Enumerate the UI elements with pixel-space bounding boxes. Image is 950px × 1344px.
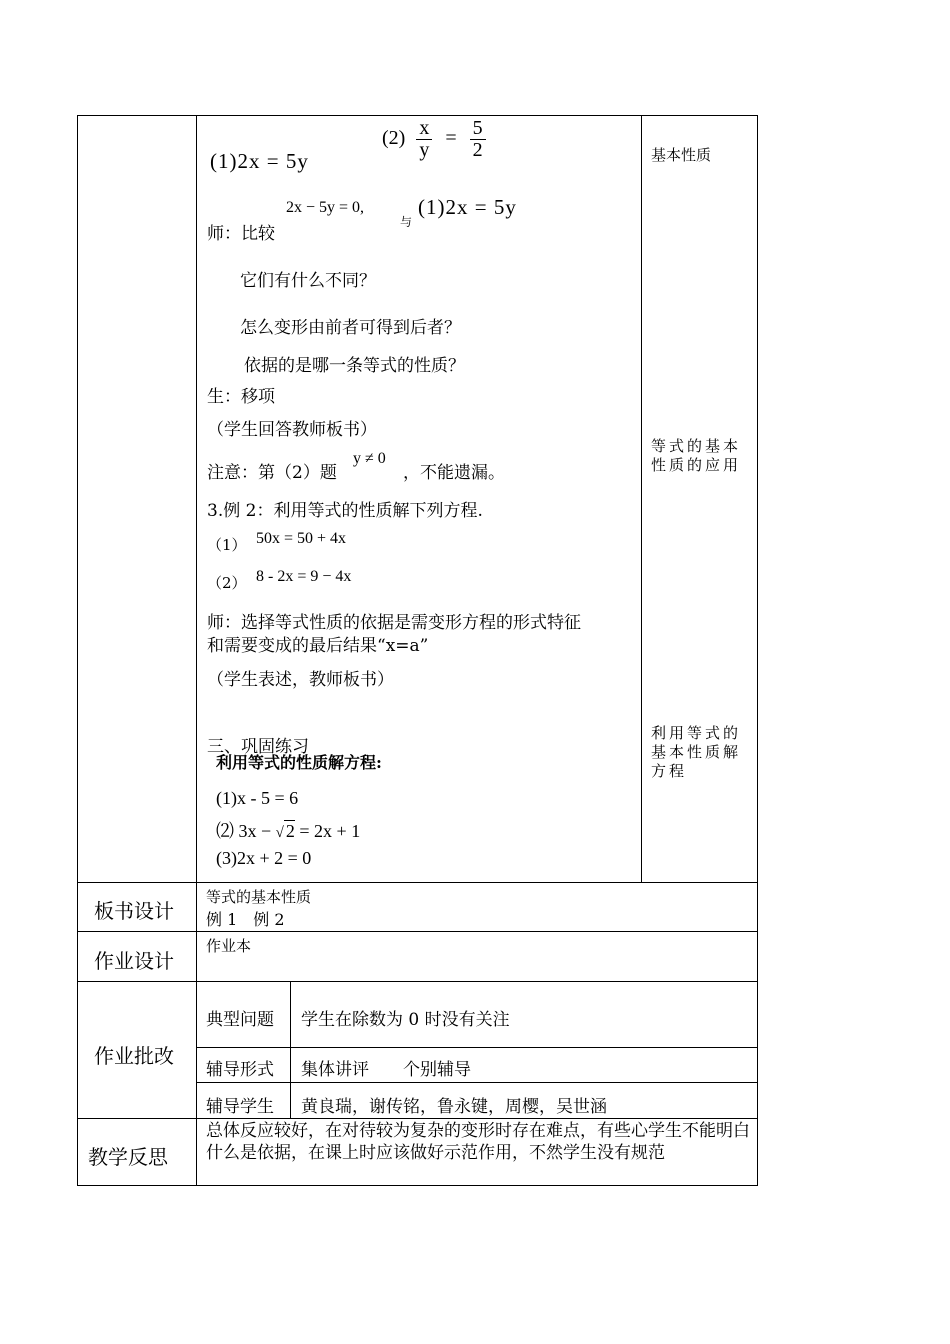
practice-equation-2: ⑵ 3x − √ 2 = 2x + 1 (216, 821, 361, 841)
board-design-line-1: 等式的基本性质 (206, 888, 312, 906)
correction-value-tutoring-form: 集体讲评 个别辅导 (301, 1060, 471, 1080)
practice-subtitle: 利用等式的性质解方程: (216, 753, 382, 772)
student-note: （学生回答教师板书） (207, 420, 377, 440)
board-design-line-2: 例 1 例 2 (206, 910, 285, 929)
reflection-content: 总体反应较好，在对待较为复杂的变形时存在难点，有些心学生不能明白什么是依据，在课上时应该做好示范作用，不然学生没有规范 (206, 1121, 750, 1163)
example-1-equation: 50x = 50 + 4x (256, 530, 347, 547)
question-2: 怎么变形由前者可得到后者？ (240, 318, 461, 338)
question-3: 依据的是哪一条等式的性质？ (244, 356, 465, 376)
correction-value-tutored-students: 黄良瑞，谢传铭，鲁永键，周樱，吴世涵 (301, 1097, 607, 1117)
example-2-label: （2） (207, 574, 247, 592)
practice-equation-1: (1)x - 5 = 6 (216, 788, 299, 808)
practice-equation-3: (3)2x + 2 = 0 (216, 848, 312, 868)
homework-design-label: 作业设计 (94, 949, 174, 973)
homework-design-content: 作业本 (206, 937, 252, 955)
example-1-label: （1） (207, 536, 247, 554)
homework-correction-label: 作业批改 (94, 1044, 174, 1068)
side-note-solve-equation: 利用等式的基本性质解方程 (651, 724, 742, 780)
attention-expression: y ≠ 0 (353, 450, 386, 467)
example-title: 3.例 2：利用等式的性质解下列方程. (207, 501, 483, 521)
side-note-basic-property: 基本性质 (651, 146, 712, 164)
board-design-label: 板书设计 (94, 899, 174, 923)
correction-value-typical-problem: 学生在除数为 0 时没有关注 (301, 1010, 510, 1030)
compare-target: (1)2x = 5y (418, 195, 517, 219)
question-1: 它们有什么不同？ (240, 271, 376, 291)
compare-equation: 2x − 5y = 0, (286, 199, 365, 216)
side-note-application: 等式的基本性质的应用 (651, 437, 742, 474)
intro-equation-1: (1)2x = 5y (210, 149, 309, 173)
compare-label: 师：比较 (207, 224, 275, 244)
practice-title: 三、巩固练习 (207, 737, 309, 757)
attention-prefix: 注意：第（2）题 (207, 463, 337, 483)
intro-equation-2: (2) $\frac{x}{y}$ = $\frac{5}{2}$ (382, 118, 486, 161)
attention-suffix: ，不能遗漏。 (403, 463, 505, 483)
student-answer: 生：移项 (207, 387, 275, 407)
correction-key-tutored-students: 辅导学生 (206, 1097, 274, 1117)
reflection-label: 教学反思 (88, 1145, 168, 1169)
correction-key-typical-problem: 典型问题 (206, 1010, 274, 1030)
teacher-line-2: 和需要变成的最后结果“x=a” (207, 636, 429, 656)
teacher-line-1: 师：选择等式性质的依据是需变形方程的形式特征 (207, 613, 581, 633)
correction-key-tutoring-form: 辅导形式 (206, 1060, 274, 1080)
example-2-equation: 8 - 2x = 9 − 4x (256, 568, 352, 585)
compare-with: 与 (400, 215, 413, 229)
student-note-2: （学生表述，教师板书） (207, 670, 394, 690)
